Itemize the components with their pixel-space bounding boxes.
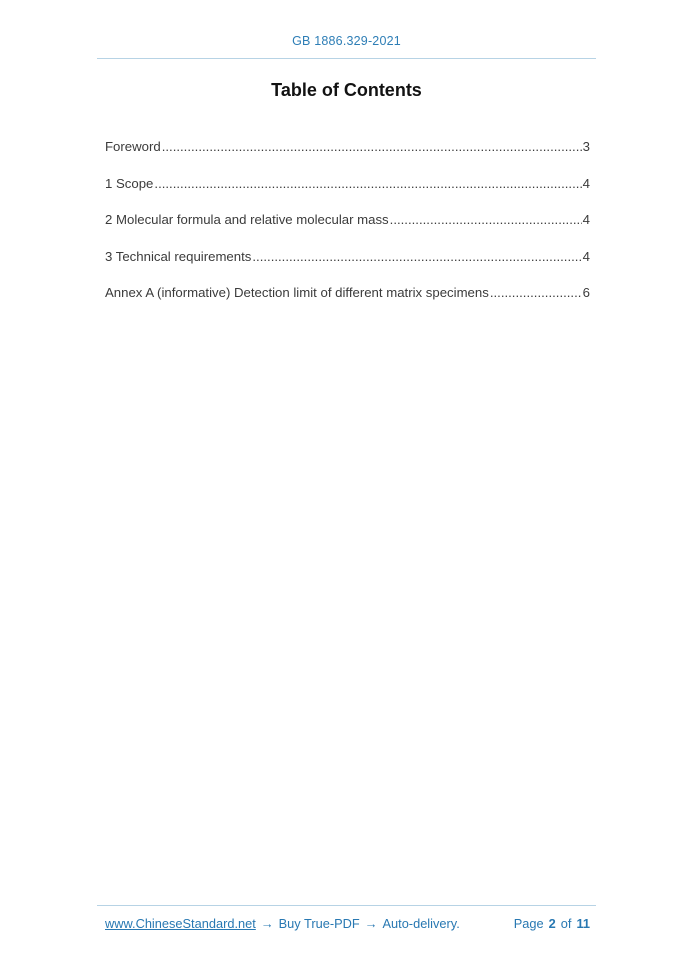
toc-entry-label: Annex A (informative) Detection limit of different matrix specimens xyxy=(105,285,489,300)
table-of-contents xyxy=(105,139,590,300)
toc-entry-technical-requirements xyxy=(105,249,590,264)
toc-entry-page-number: 4 xyxy=(582,212,590,227)
toc-entry-label: 1 Scope xyxy=(105,175,154,191)
footer-delivery-label: Auto-delivery. xyxy=(382,916,460,931)
toc-entry-annex-a xyxy=(105,285,590,300)
footer-buy-label: Buy True-PDF xyxy=(278,916,360,931)
toc-entry-scope xyxy=(105,176,590,191)
page-label: Page xyxy=(513,916,544,931)
toc-entry-label: 3 Technical requirements xyxy=(105,248,252,264)
arrow-right-icon: → xyxy=(364,916,378,931)
toc-dot-leader xyxy=(162,139,582,154)
arrow-right-icon: → xyxy=(260,916,274,931)
toc-entry-label: 2 Molecular formula and relative molecular mass xyxy=(105,212,389,227)
toc-entry-page-number: 4 xyxy=(582,248,590,264)
footer xyxy=(105,916,590,931)
footer-divider xyxy=(97,905,596,906)
page-of-label: of xyxy=(560,916,572,931)
toc-dot-leader xyxy=(390,212,582,227)
toc-entry-label: Foreword xyxy=(105,139,161,154)
toc-entry-page-number: 3 xyxy=(582,139,590,154)
page-current: 2 xyxy=(548,916,556,931)
chinesestandard-link[interactable]: www.ChineseStandard.net xyxy=(105,916,256,931)
toc-dot-leader xyxy=(252,249,581,264)
toc-entry-page-number: 4 xyxy=(582,175,590,191)
header-divider xyxy=(97,58,596,59)
toc-dot-leader xyxy=(154,176,581,191)
toc-entry-molecular-formula xyxy=(105,212,590,227)
footer-promo-line xyxy=(105,916,460,931)
page-indicator xyxy=(514,916,590,931)
header-doc-number: GB 1886.329-2021 xyxy=(292,34,401,48)
page-title: Table of Contents xyxy=(271,80,422,100)
toc-entry-foreword xyxy=(105,139,590,154)
page-total: 11 xyxy=(576,916,590,931)
toc-entry-page-number: 6 xyxy=(582,285,590,300)
toc-dot-leader xyxy=(490,285,582,300)
